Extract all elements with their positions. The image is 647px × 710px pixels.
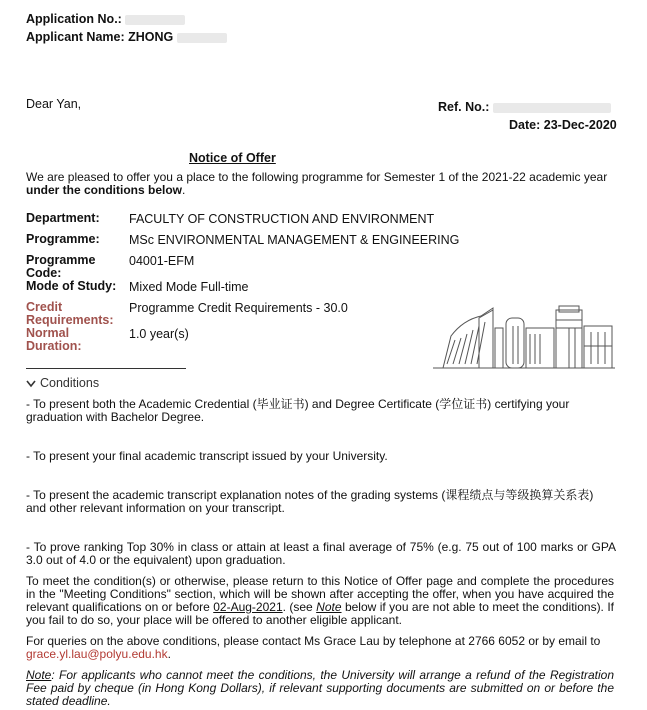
- normal-duration-label: Normal Duration:: [26, 326, 82, 353]
- programme-code-label: Programme Code:: [26, 253, 96, 280]
- ref-label: Ref. No.:: [438, 100, 490, 114]
- date-value: 23-Dec-2020: [543, 118, 617, 132]
- note-reference: Note: [316, 600, 342, 614]
- redacted-application-no: [125, 15, 185, 25]
- meet-text-1: To meet the condition(s) or otherwise, please return to this Notice of Offer page and complete the procedures in the "Meeting Conditions" section, which will be shown after accepting the offer, when you have acquired the relevant qualifications on or before: [26, 574, 614, 614]
- intro-text: We are pleased to offer you a place to the following programme for Semester 1 of the 2021-22 academic year: [26, 170, 608, 184]
- applicant-name-row: [26, 30, 227, 44]
- redacted-applicant-name: [177, 33, 227, 43]
- normal-duration-value: 1.0 year(s): [129, 327, 189, 341]
- conditions-toggle[interactable]: [26, 376, 99, 390]
- page-title: Notice of Offer: [189, 151, 276, 165]
- note-label: Note: [26, 668, 52, 682]
- programme-label: Programme:: [26, 232, 100, 246]
- credit-requirements-value: Programme Credit Requirements - 30.0: [129, 301, 348, 315]
- intro-end: .: [182, 183, 186, 197]
- section-divider: [26, 368, 186, 369]
- programme-code-value: 04001-EFM: [129, 254, 195, 268]
- applicant-name-label: Applicant Name:: [26, 30, 125, 44]
- campus-building-illustration: [433, 298, 615, 370]
- applicant-name-value: ZHONG: [128, 30, 174, 44]
- queries-text: For queries on the above conditions, please contact Ms Grace Lau by telephone at 2766 6052 or by email to: [26, 634, 601, 648]
- programme-value: MSc ENVIRONMENTAL MANAGEMENT & ENGINEERING: [129, 233, 460, 247]
- condition-item: - To present your final academic transcript issued by your University.: [26, 449, 388, 463]
- mode-of-study-value: Mixed Mode Full-time: [129, 280, 249, 294]
- date-row: [509, 118, 617, 132]
- contact-email-link[interactable]: grace.yl.lau@polyu.edu.hk: [26, 647, 168, 661]
- date-label: Date:: [509, 118, 541, 132]
- mode-of-study-label: Mode of Study:: [26, 279, 117, 293]
- intro-paragraph: [26, 171, 616, 197]
- condition-item: - To present both the Academic Credential (毕业证书) and Degree Certificate (学位证书) certifying your graduation with Bachelor Degree.: [26, 397, 570, 424]
- department-label: Department:: [26, 211, 100, 225]
- meeting-conditions-paragraph: [26, 575, 614, 627]
- department-value: FACULTY OF CONSTRUCTION AND ENVIRONMENT: [129, 212, 435, 226]
- condition-item: - To prove ranking Top 30% in class or attain at least a final average of 75% (e.g. 75 out of 100 marks or GPA 3.0 out of 4.0 or the equivalent) upon graduation.: [26, 540, 616, 567]
- queries-paragraph: [26, 635, 616, 661]
- redacted-ref-no: [493, 103, 611, 113]
- deadline-date: 02-Aug-2021: [213, 600, 283, 614]
- application-no-row: [26, 12, 185, 26]
- condition-item: - To present the academic transcript explanation notes of the grading systems (课程绩点与等级换算关系表) and other relevant information on your transcript.: [26, 488, 594, 515]
- note-paragraph: [26, 669, 614, 708]
- conditions-toggle-label: Conditions: [40, 376, 100, 390]
- ref-row: [438, 100, 611, 114]
- queries-end: .: [167, 647, 171, 661]
- chevron-down-icon: [26, 380, 36, 388]
- meet-text-3: below if you are not able to meet the conditions). If you fail to do so, your place will be offered to another eligible applicant.: [26, 600, 614, 627]
- credit-requirements-label: Credit Requirements:: [26, 300, 114, 327]
- note-text: : For applicants who cannot meet the conditions, the University will arrange a refund of the Registration Fee paid by cheque (in Hong Kong Dollars), if relevant supporting documents are submitted on or before the stated deadline.: [26, 668, 614, 708]
- intro-bold-text: under the conditions below: [26, 183, 182, 197]
- meet-text-2: . (see: [282, 600, 317, 614]
- application-no-label: Application No.:: [26, 12, 122, 26]
- salutation: Dear Yan,: [26, 97, 82, 111]
